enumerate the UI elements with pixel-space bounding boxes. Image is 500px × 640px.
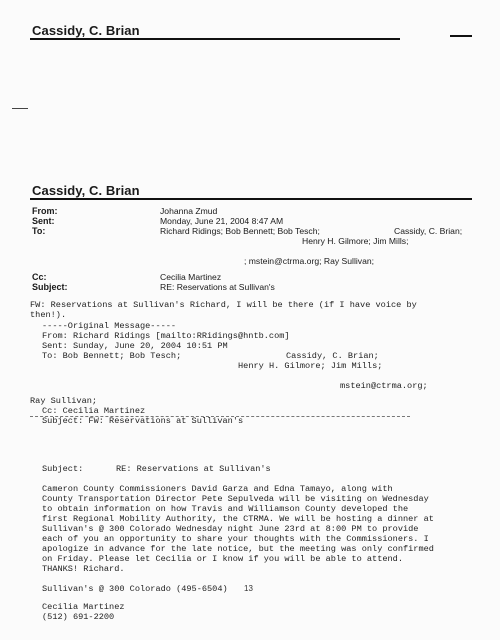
to-value-line1-right: Cassidy, C. Brian; — [394, 226, 463, 236]
body-line-4: first Regional Mobility Authority, the CTRMA. We will be hosting a dinner at — [42, 514, 434, 524]
body-line-5: Sullivan's @ 300 Colorado Wednesday night June 23rd at 8:00 PM to provide — [42, 524, 419, 534]
page-number: 13 — [244, 584, 253, 593]
cc-value: Cecilia Martinez — [160, 272, 222, 282]
original-cc: Cc: Cecilia Martinez — [42, 406, 146, 416]
original-subject: Subject: FW: Reservations at Sullivan's — [42, 416, 244, 426]
page-header-name: Cassidy, C. Brian — [32, 23, 140, 38]
to-label: To: — [32, 226, 46, 236]
body-line-9: THANKS! Richard. — [42, 564, 125, 574]
reply-line-2: then!). — [30, 310, 67, 320]
signature-phone: (512) 691-2200 — [42, 612, 115, 622]
original-sent: Sent: Sunday, June 20, 2004 10:51 PM — [42, 341, 228, 351]
body-line-8: on Friday. Please let Cecilia or I know if you will be able to attend. — [42, 554, 403, 564]
original-to-right-1: Cassidy, C. Brian; — [286, 351, 379, 361]
header-rule — [30, 38, 400, 40]
sender-rule — [30, 198, 472, 200]
from-value: Johanna Zmud — [160, 206, 218, 216]
reply-line-1: FW: Reservations at Sullivan's Richard, I will be there (if I have voice by — [30, 300, 417, 310]
inner-subject-value: RE: Reservations at Sullivan's — [116, 464, 271, 474]
original-to-right-2: Henry H. Gilmore; Jim Mills; — [238, 361, 383, 371]
inner-subject-label: Subject: — [42, 464, 84, 474]
original-to-right-3: mstein@ctrma.org; — [340, 381, 428, 391]
sent-value: Monday, June 21, 2004 8:47 AM — [160, 216, 284, 226]
original-from: From: Richard Ridings [mailto:RRidings@hntb.com] — [42, 331, 290, 341]
ray-sullivan: Ray Sullivan; — [30, 396, 98, 406]
subject-label: Subject: — [32, 282, 68, 292]
to-value-line2: Henry H. Gilmore; Jim Mills; — [302, 236, 409, 246]
venue-line: Sullivan's @ 300 Colorado (495-6504) — [42, 584, 228, 594]
body-line-7: apologize in advance for the late notice, but the meeting was only confirmed — [42, 544, 434, 554]
sender-name: Cassidy, C. Brian — [32, 183, 140, 198]
body-line-2: County Transportation Director Pete Sepulveda will be visiting on Wednesday — [42, 494, 429, 504]
body-line-6: each of you an opportunity to share your thoughts with the Commissioners. I — [42, 534, 429, 544]
body-line-3: to obtain information on how Travis and Williamson County developed the — [42, 504, 409, 514]
to-value-line3: ; mstein@ctrma.org; Ray Sullivan; — [244, 256, 375, 266]
original-message-header: -----Original Message----- — [42, 321, 177, 331]
subject-value: RE: Reservations at Sullivan's — [160, 282, 275, 292]
body-line-1: Cameron County Commissioners David Garza and Edna Tamayo, along with — [42, 484, 393, 494]
from-label: From: — [32, 206, 58, 216]
scan-mark — [12, 108, 28, 109]
cc-label: Cc: — [32, 272, 47, 282]
original-to: To: Bob Bennett; Bob Tesch; — [42, 351, 182, 361]
to-value-line1: Richard Ridings; Bob Bennett; Bob Tesch; — [160, 226, 320, 236]
header-rule-mark — [450, 35, 472, 37]
signature-name: Cecilia Martinez — [42, 602, 125, 612]
sent-label: Sent: — [32, 216, 55, 226]
